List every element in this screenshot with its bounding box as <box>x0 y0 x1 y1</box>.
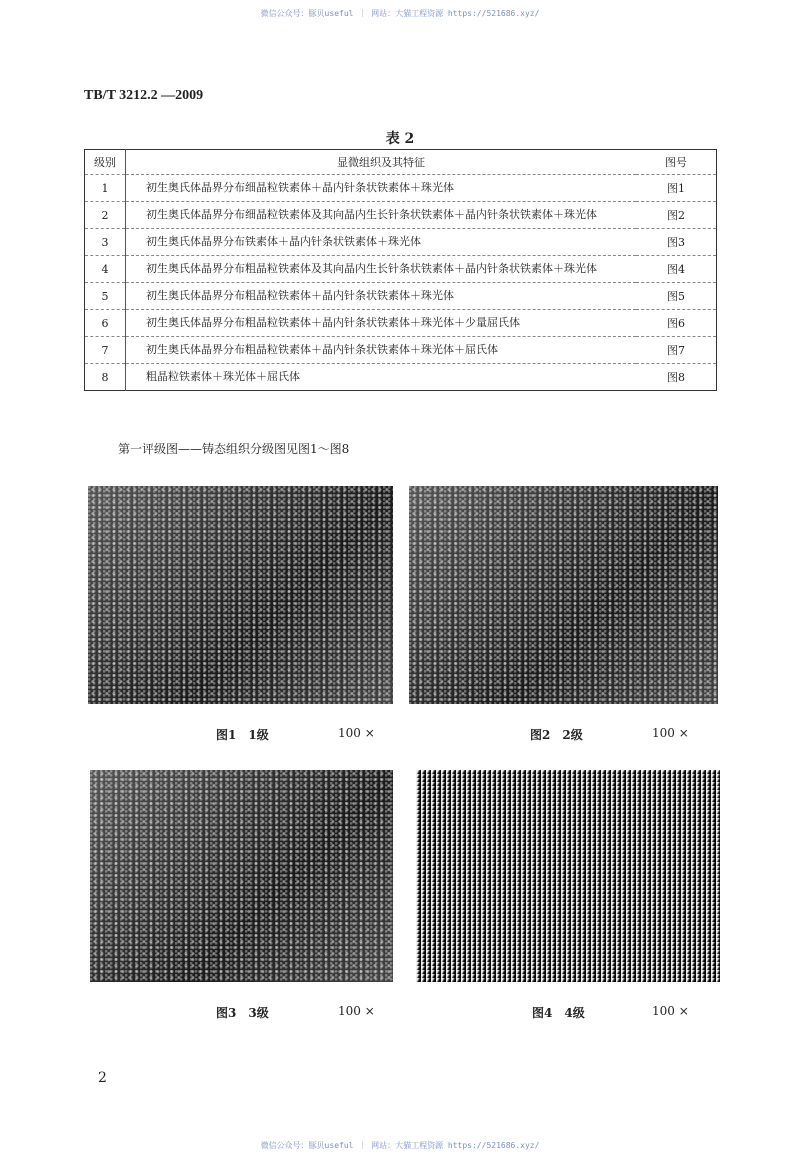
figure-cell: 图8 <box>636 364 717 391</box>
figure-caption-4: 图4 4级 <box>532 1006 585 1020</box>
table-row <box>85 229 717 256</box>
header-description: 显微组织及其特征 <box>126 150 637 175</box>
figure-cell: 图6 <box>636 310 717 337</box>
table-row <box>85 202 717 229</box>
figure-cell: 图3 <box>636 229 717 256</box>
table-row <box>85 175 717 202</box>
header-grade: 级别 <box>85 150 126 175</box>
figure-cell: 图5 <box>636 283 717 310</box>
grade-cell: 7 <box>85 337 126 364</box>
figure-cell: 图7 <box>636 337 717 364</box>
table-row <box>85 364 717 391</box>
table-header <box>85 150 717 175</box>
watermark-bottom: 微信公众号：豚贝useful ｜ 网站：大猫工程资源 https://521686.xyz/ <box>260 1141 540 1150</box>
figure-cell: 图2 <box>636 202 717 229</box>
description-cell: 初生奥氏体晶界分布细晶粒铁素体及其向晶内生长针条状铁素体＋晶内针条状铁素体＋珠光体 <box>126 202 637 229</box>
table-row <box>85 337 717 364</box>
micrograph-4 <box>416 770 720 982</box>
micrograph-1 <box>88 486 393 704</box>
micrograph-2 <box>409 486 718 704</box>
description-cell: 初生奥氏体晶界分布粗晶粒铁素体＋晶内针条状铁素体＋珠光体 <box>126 283 637 310</box>
grade-cell: 1 <box>85 175 126 202</box>
watermark-top: 微信公众号：豚贝useful ｜ 网站：大猫工程资源 https://521686.xyz/ <box>260 9 540 18</box>
standard-number: TB/T 3212.2 —2009 <box>84 88 204 103</box>
page-number: 2 <box>98 1070 107 1086</box>
figure-mag-4: 100 × <box>652 1004 689 1018</box>
description-cell: 初生奥氏体晶界分布铁素体＋晶内针条状铁素体＋珠光体 <box>126 229 637 256</box>
figure-mag-2: 100 × <box>652 726 689 740</box>
figure-mag-3: 100 × <box>338 1004 375 1018</box>
description-cell: 初生奥氏体晶界分布粗晶粒铁素体及其向晶内生长针条状铁素体＋晶内针条状铁素体＋珠光体 <box>126 256 637 283</box>
micrograph-3 <box>90 770 393 982</box>
figure-cell: 图4 <box>636 256 717 283</box>
grade-cell: 4 <box>85 256 126 283</box>
table-caption: 表 2 <box>385 131 415 147</box>
note-text: 第一评级图——铸态组织分级图见图1～图8 <box>118 442 350 456</box>
figure-caption-2: 图2 2级 <box>530 728 583 742</box>
description-cell: 初生奥氏体晶界分布细晶粒铁素体＋晶内针条状铁素体＋珠光体 <box>126 175 637 202</box>
table-row <box>85 283 717 310</box>
figure-caption-1: 图1 1级 <box>216 728 269 742</box>
description-cell: 初生奥氏体晶界分布粗晶粒铁素体＋晶内针条状铁素体＋珠光体＋屈氏体 <box>126 337 637 364</box>
grade-cell: 8 <box>85 364 126 391</box>
header-figure: 图号 <box>636 150 717 175</box>
figure-mag-1: 100 × <box>338 726 375 740</box>
grade-table <box>84 149 717 391</box>
grade-cell: 3 <box>85 229 126 256</box>
figure-cell: 图1 <box>636 175 717 202</box>
table-row <box>85 310 717 337</box>
description-cell: 粗晶粒铁素体＋珠光体＋屈氏体 <box>126 364 637 391</box>
table-row <box>85 256 717 283</box>
grade-cell: 6 <box>85 310 126 337</box>
description-cell: 初生奥氏体晶界分布粗晶粒铁素体＋晶内针条状铁素体＋珠光体＋少量屈氏体 <box>126 310 637 337</box>
figure-caption-3: 图3 3级 <box>216 1006 269 1020</box>
grade-cell: 5 <box>85 283 126 310</box>
grade-cell: 2 <box>85 202 126 229</box>
